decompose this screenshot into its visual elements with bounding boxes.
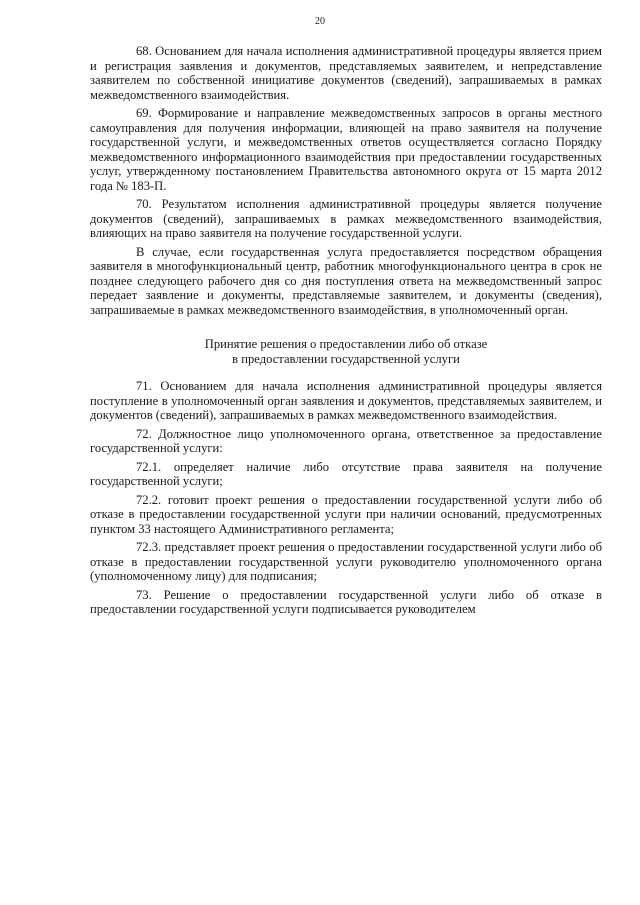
paragraph-72-1: 72.1. определяет наличие либо отсутствие права заявителя на получение государственной услуги; (90, 459, 602, 488)
page-number: 20 (315, 16, 325, 27)
paragraph-68: 68. Основанием для начала исполнения административной процедуры является прием и регистрация заявления и документов, представляемых заявителем, и непредставление заявителем по собственной инициативе документов (сведений), запрашиваемых в рамках межведомственного взаимодействия. (90, 44, 602, 102)
paragraph-70-mfc: В случае, если государственная услуга предоставляется посредством обращения заявителя в многофункциональный центр, работник многофункционального центра в срок не позднее следующего рабочего дня со дня поступления ответа на межведомственный запрос передает заявление и документы, представляемые заявителем, и документы (сведения), запрашиваемые в рамках межведомственного взаимодействия, в уполномоченный орган. (90, 244, 602, 317)
document-body (90, 44, 602, 621)
paragraph-70: 70. Результатом исполнения административной процедуры является получение документов (сведений), запрашиваемых в рамках межведомственного взаимодействия, влияющих на право заявителя на получение государственной услуги. (90, 197, 602, 240)
section-heading-line-2: в предоставлении государственной услуги (232, 352, 460, 366)
paragraph-73: 73. Решение о предоставлении государственной услуги либо об отказе в предоставлении государственной услуги подписывается руководителем (90, 587, 602, 616)
paragraph-72: 72. Должностное лицо уполномоченного органа, ответственное за предоставление государственной услуги: (90, 426, 602, 455)
paragraph-72-3: 72.3. представляет проект решения о предоставлении государственной услуги либо об отказе в предоставлении государственной услуги руководителю уполномоченного органа (уполномоченному лицу) для подписания; (90, 540, 602, 583)
paragraph-71: 71. Основанием для начала исполнения административной процедуры является поступление в уполномоченный орган заявления и документов, представляемых заявителем, и документов (сведений), запрашиваемых в рамках межведомственного взаимодействия. (90, 379, 602, 422)
paragraph-72-2: 72.2. готовит проект решения о предоставлении государственной услуги либо об отказе в предоставлении государственной услуги при наличии оснований, предусмотренных пунктом 33 настоящего Административного регламента; (90, 492, 602, 536)
section-heading-line-1: Принятие решения о предоставлении либо об отказе (204, 337, 488, 351)
section-heading (90, 337, 602, 367)
paragraph-69: 69. Формирование и направление межведомственных запросов в органы местного самоуправления для получения информации, влияющей на право заявителя на получение государственной услуги, и межведомственных ответов осуществляется согласно Порядку межведомственного информационного взаимодействия при предоставлении государственных услуг, утвержденному постановлением Правительства автономного округа от 15 марта 2012 года № 183-П. (90, 106, 602, 193)
